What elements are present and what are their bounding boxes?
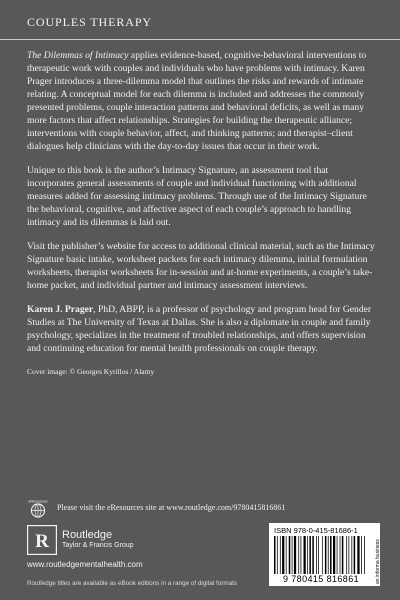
ebook-footnote: Routledge titles are available as eBook editions in a range of digital formats (27, 580, 238, 587)
book-title: The Dilemmas of Intimacy (27, 50, 129, 61)
cover-image-credit: Cover image: © Georges Kyrillos / Alamy (27, 367, 155, 376)
publisher-group: Taylor & Francis Group (62, 542, 134, 549)
eresources-icon-label: eResources (28, 499, 48, 504)
barcode-image (273, 536, 369, 574)
barcode-digits: 9 780415 816861 (282, 574, 360, 584)
description-block (27, 49, 377, 389)
description-paragraph-2: Unique to this book is the author’s Intimacy Signature, an assessment tool that incorporates general assessments of couple and individual functioning with additional measures added for assessing intimacy problems. Through use of the Intimacy Signature the behavioral, cognitive, and affective aspect of each couple’s approach to handling intimacy and its dilemmas is laid out. (27, 165, 367, 228)
category-divider (0, 39, 400, 40)
eresources-icon (27, 498, 49, 518)
eresources-text: Please visit the eResources site at www.routledge.com/9780415816861 (57, 503, 286, 512)
author-name: Karen J. Prager (27, 304, 94, 315)
barcode-panel (269, 523, 380, 586)
routledge-logo-letter: R (35, 531, 49, 552)
description-paragraph-1-text: applies evidence-based, cognitive-behavioral interventions to therapeutic work with couples and individuals who have problems with intimacy. Karen Prager introduces a three-dilemma model that outlines the risks and rewards of intimate relating. A conceptual model for each dilemma is included and addresses the commonly presented problems, couple interaction patterns and behavioral deficits, as well as many more factors that affect relationships. Strategies for building the therapeutic alliance; interventions with couple behavior, affect, and thinking patterns; and therapist–client dialogues help clinicians with the day-to-day issues that occur in their work. (27, 50, 367, 152)
eresources-row (27, 498, 377, 520)
description-paragraph-1 (27, 49, 377, 153)
author-bio-text: , PhD, ABPP, is a professor of psychology and program head for Gender Studies at The University of Texas at Dallas. She is also a diplomate in couple and family psychology, specializes in the treatment of troubled relationships, and offers supervision and continuing education for mental health professionals on couple therapy. (27, 304, 372, 354)
description-paragraph-3: Visit the publisher’s website for access to additional clinical material, such as the Intimacy Signature basic intake, worksheet packets for each intimacy dilemma, initial formulation worksheets, therapist worksheets for in-session and at-home experiments, a couple’s take-home packet, and individual partner and intimacy assessment interviews. (27, 241, 375, 291)
category-heading: COUPLES THERAPY (27, 15, 152, 29)
barcode-side-text: an informa business (375, 539, 381, 584)
publisher-block (62, 529, 134, 550)
routledge-logo-icon (27, 525, 57, 555)
publisher-name: Routledge (62, 529, 113, 541)
isbn-label: ISBN 978-0-415-81686-1 (274, 526, 358, 535)
author-bio (27, 303, 377, 355)
publisher-website: www.routledgementalhealth.com (27, 560, 143, 569)
